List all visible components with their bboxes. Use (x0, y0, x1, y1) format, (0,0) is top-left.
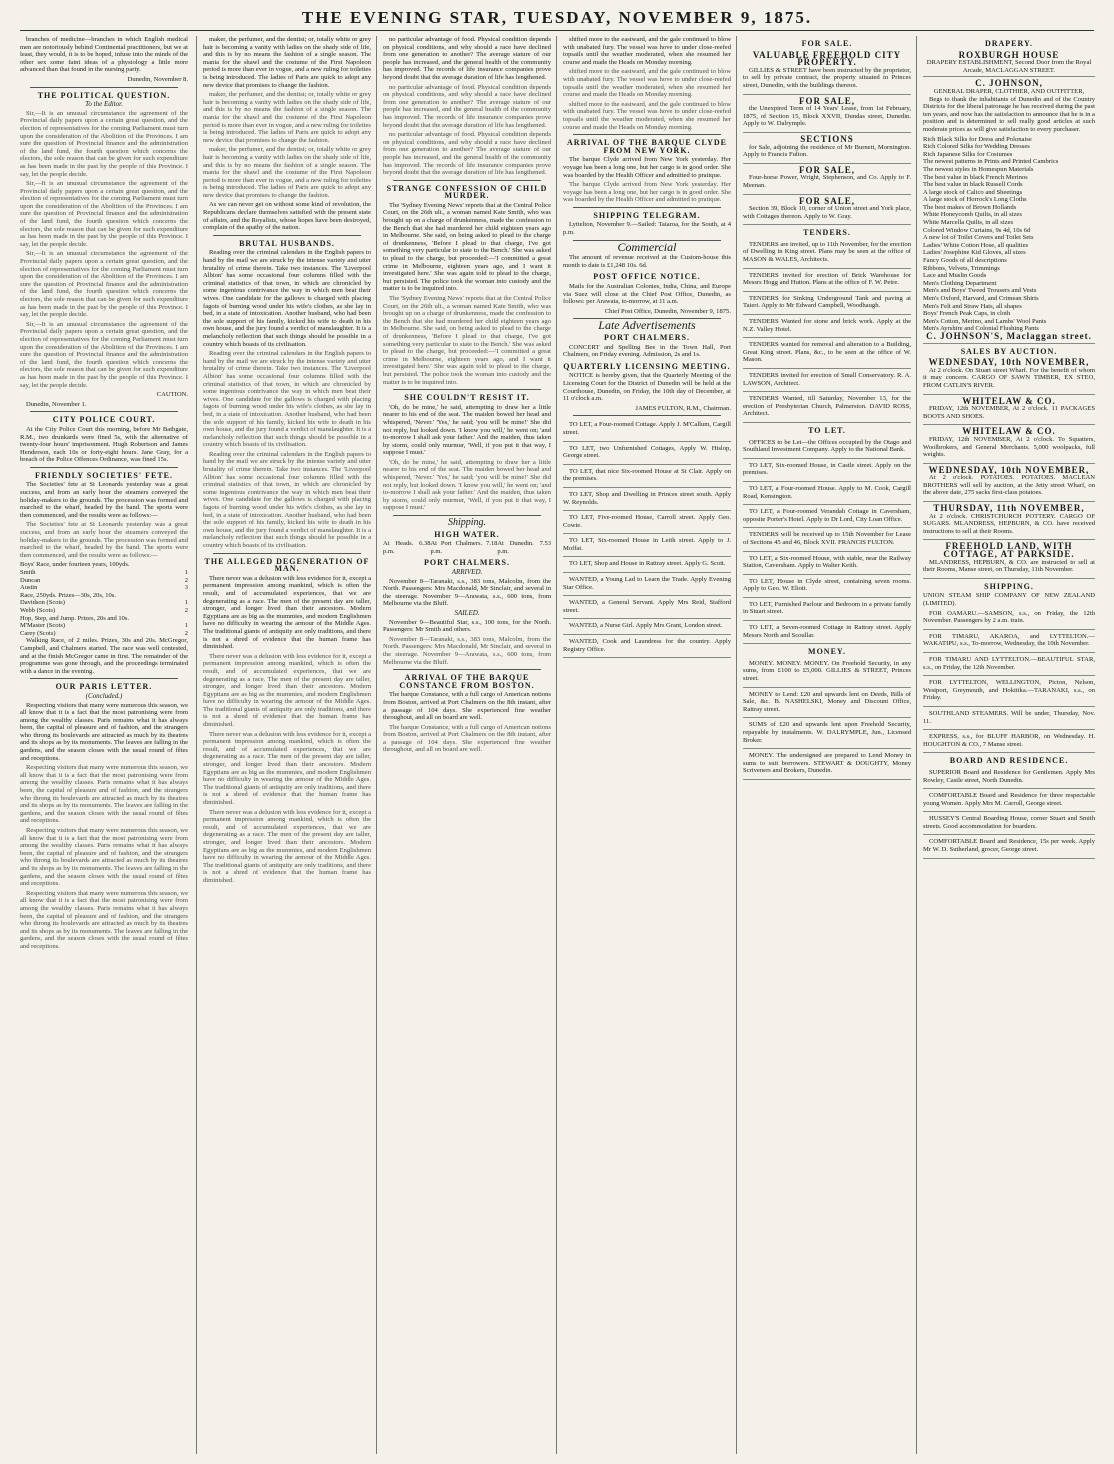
list-item: The best makes of Brown Hollands (923, 203, 1017, 211)
to-let-ad (743, 460, 911, 482)
money-ad-text: MONEY. MONEY. MONEY. On Freehold Security, in any sums, from £100 to £5,000. GILLIES & STREET, Princes street. (743, 659, 911, 683)
headline-money: MONEY. (808, 647, 846, 657)
headline-highwater: HIGH WATER. (434, 529, 500, 539)
wanted-ad-text: WANTED, Cook and Laundress for the country. Apply Registry Office. (563, 638, 731, 653)
table-row (20, 592, 188, 600)
list-item: Rich Black Silks for Dress and Polonaise (923, 135, 1032, 143)
shipping-ad (923, 654, 1095, 676)
to-let-ad-text: TO LET, House in Clyde street, containing seven rooms. Apply to Geo. W. Eliott. (743, 577, 911, 593)
ad-body: FOR LYTTELTON, WELLINGTON, Picton, Nelson, Westport, Greymouth, and Hokitika.—TARANAKI, s.s., on Friday. (923, 679, 1095, 702)
headline-port-chalmers: PORT CHALMERS. (603, 333, 691, 342)
article-continuation: no particular advantage of food. Physical condition depends on physical conditions, and why should a race have declined from one generation to another? The average stature of our people has increased, and the general health of the community has improved. The records of life insurance companies prove beyond doubt that the average duration of life has lengthened. (383, 36, 551, 81)
to-let-ad-text: TENDERS will be received up to 15th November for Lease of Sections 45 and 46, Block XVII. FRANCIS FULTON. (743, 531, 911, 546)
auction-ad (923, 396, 1095, 426)
column-5 (736, 36, 911, 1454)
to-let-ad-text: TO LET, that nice Six-roomed House at St Clair. Apply on the premises. (563, 467, 731, 483)
ad-body: CONCERT and Spelling Bee in the Town Hall, Port Chalmers, on Friday evening. Admission, 2s and 1s. (563, 343, 731, 359)
to-let-ad (743, 437, 911, 459)
ad-head: SECTIONS (800, 133, 854, 144)
ad-body: Four-horse Power, Wright, Stephenson, and Co. Apply to F. Meenan. (743, 174, 911, 189)
list-item: Ladies' White Cotton Hose, all qualities (923, 241, 1029, 249)
to-let-ad (743, 506, 911, 528)
headline-telegram: SHIPPING TELEGRAM. (593, 210, 701, 220)
headline-arrival: ARRIVAL OF THE BARQUE CONSTANCE FROM BOSTON. (399, 673, 535, 690)
headline-to-let: TO LET. (808, 425, 846, 435)
tender-ad-text: TENDERS Wanted, till Saturday, November 13, for the erection of Presbyterian Church, Palmerston. DAVID ROSS, Architect. (743, 395, 911, 418)
divider (30, 87, 178, 88)
to-let-ad (743, 622, 911, 644)
to-let-ad (743, 483, 911, 505)
late-ads-heading: Late Advertisements (598, 318, 696, 333)
to-let-ad-text: TO LET, Six-roomed House in Leith street. Apply to J. Moffat. (563, 537, 731, 552)
to-let-ad (743, 553, 911, 575)
article-body: November 8—Taranaki, s.s., 383 tons, Malcolm, from the North. Passengers: Mrs Macdonald, Mr Sinclair, and several in the steerage. November 9—Arawata, s.s., 600 tons, from Melbourne via the Bluff. (383, 635, 551, 666)
article-body: 'Oh, do be mine,' he said, attempting to draw her a little nearer to his end of the seat. The maiden bowed her head and whispered, 'Never.' 'Yes,' he said; 'you will be mine!' She did not reply, but looked down. 'I know you will,' he went on; 'and to-morrow I shall ask your father.' And the maiden, thus taken by storm, could only murmur, 'Well, if you put it that way, I suppose I must.' (383, 403, 551, 457)
board-ad (923, 836, 1095, 858)
article-body: There never was a delusion with less evidence for it, except a permanent impression among mankind, which is often the result, and of accumulated experiences, that we are degenerating as a race. The men of the present day are taller, stronger, and longer lived than their ancestors. Modern Egyptians are as big as the mummies, and modern Englishmen have no difficulty in wearing the armour of the Middle Ages. The traditional giants of antiquity are only traditions, and there is not a shred of evidence that the human frame has diminished. (203, 730, 371, 806)
ad-sub: GENERAL DRAPER, CLOTHIER, AND OUTFITTER, (933, 87, 1085, 95)
dateline: Dunedin, November 8. (127, 75, 188, 83)
subhead: (Concluded.) (85, 691, 123, 700)
race-place: 1 (184, 569, 188, 576)
headline-postoffice: POST OFFICE NOTICE. (593, 272, 701, 282)
signoff: JAMES FULTON, R.M., Chairman. (635, 404, 731, 412)
shipping-ad (923, 631, 1095, 653)
article-body: Sir,—It is an unusual circumstance the agreement of the Provincial daily papers upon a certain great question, and the election of representatives for the coming Parliament must turn upon the consideration of the Abolition of the Provinces. I am sure the question of Provincial finance and the administration of the land fund, the fourth question which concerns the electors, the sole reason that can be given for such expenditure as has been made in the past by the people of this Province. I say, let the people decide. (20, 180, 188, 248)
ad-head: WHITELAW & CO. (962, 426, 1056, 437)
shipping-heading: Shipping. (447, 517, 487, 529)
headline-port: PORT CHALMERS. (423, 558, 511, 568)
race-place (183, 592, 188, 600)
to-let-ad-text: TO LET, Six-roomed House, in Castle street. Apply on the premises. (743, 461, 911, 477)
tide-dunedin: At Dunedin. 7.53 p.m. (497, 540, 551, 555)
to-let-list (563, 419, 731, 573)
wanted-ad (563, 574, 731, 596)
tender-ad (743, 270, 911, 292)
money-ad-text: MONEY to Lend: £20 and upwards lent on Deeds, Bills of Sale, &c. B. NASHELSKI, Money and Discount Office, Rattray street. (743, 690, 911, 713)
ad-body: MLANDRESS, HEPBURN, & CO. are instructed to sell at their Rooms, Manse street, on Thursday, 11th November. (923, 558, 1095, 574)
subhead-arrived: ARRIVED. (451, 568, 483, 576)
list-item: Men's Oxford, Harvard, and Crimean Shirts (923, 295, 1039, 302)
for-sale-list (743, 50, 911, 226)
shipping-ad (923, 708, 1095, 730)
to-let-ad (743, 576, 911, 598)
list-item: A large stock of Horrock's Long Cloths (923, 196, 1027, 204)
ad-sub: DRAPERY ESTABLISHMENT, Second Door from the Royal Arcade, MACLAGGAN STREET. (926, 59, 1092, 74)
ad-body: COMFORTABLE Board and Residence for three respectable young Women. Apply Mrs M. Carroll, George street. (923, 792, 1095, 807)
ad-body: FOR OAMARU.—SAMSON, s.s., on Friday, the 12th November. Passengers by 2 a.m. train. (923, 609, 1095, 625)
auction-ad (923, 541, 1095, 578)
article-body: Lyttelton, November 9.—Sailed: Taiaroa, for the South, at 4 p.m. (563, 221, 731, 237)
headline-for-sale: FOR SALE. (801, 39, 853, 48)
ad-body: GILLIES & STREET have been instructed by the proprietor, to sell by private contract, the property situated in Princes street, Dunedin, with the buildings thereon. (743, 66, 911, 89)
race-place (183, 561, 188, 569)
article-body: At the City Police Court this morning, before Mr Bathgate, R.M., two drunkards were fined 5s, with the alternative of twenty-four hours' imprisonment. Hugh Robertson and James Henderson, each 10s or forty-eight hours. Jane Gray, for a breach of the Police Offences Ordinance, was fined 15s. (20, 425, 188, 464)
dateline: Dunedin, November 1. (26, 400, 87, 408)
race-place: 1 (184, 622, 188, 630)
list-item: White Honeycomb Quilts, in all sizes (923, 211, 1022, 219)
wanted-ad (563, 620, 731, 635)
column-3 (376, 36, 551, 1454)
race-results-table (20, 561, 188, 637)
to-let-ad-text: TO LET, a Seven-roomed Cottage in Rattray street. Apply Messrs North and Scoullar. (743, 624, 911, 639)
divider (30, 678, 178, 679)
headline-fete: FRIENDLY SOCIETIES' FETE. (35, 470, 173, 480)
ad-head: WEDNESDAY, 10th NOVEMBER, (928, 357, 1090, 368)
headline-board: BOARD AND RESIDENCE. (949, 756, 1069, 766)
divider (213, 553, 361, 554)
list-item: Colored Window Curtains, 9s 4d, 10s 6d (923, 226, 1031, 234)
list-item: The newest styles in Homespun Materials (923, 165, 1034, 173)
list-item: The newest patterns in Prints and Printed Cambrics (923, 158, 1059, 166)
race-place: 2 (184, 576, 188, 584)
article-body: The 'Sydney Evening News' reports that at the Central Police Court, on the 26th ult., a woman named Kate Smith, who was brought up on a charge of drunkenness, made the confession to the Bench that she had murdered her child eighteen years ago in Melbourne. She said, on being asked to plead to the charge of drunkenness, 'Before I plead to that charge, I've got something very particular to state to the Bench.' She was asked to plead to the charge, but proceeded:—'I committed a great crime in Melbourne, eighteen years ago, and I want it investigated here.' She was again told to plead to the charge, but persisted. The police took the woman into custody and the matter is to be inquired into. (383, 295, 551, 386)
race-entry: Davidson (Scots) (20, 599, 65, 607)
ad-body: FRIDAY, 12th NOVEMBER, At 2 o'clock. To Squatters, Woolbrokers, and General Merchants. 5,000 woolpacks, full weights. (923, 435, 1095, 459)
article-body: no particular advantage of food. Physical condition depends on physical conditions, and why should a race have declined from one generation to another? The average stature of our people has increased, and the general health of the community has improved. The records of life insurance companies prove beyond doubt that the average duration of life has lengthened. (383, 131, 551, 177)
headline-police: CITY POLICE COURT. (52, 415, 156, 425)
ad-head: VALUABLE FREEHOLD CITY PROPERTY. (752, 49, 902, 68)
article-body: Respecting visitors that many were numerous this season, we all know that it is a fact that the most patronising were from among the wealthy classes. Paris remains what it has always been, the capital of pleasure and of fashion, and the strangers who throng its boulevards are attracted as much by its theatres and its shops as by its monuments. The leaves are falling in the gardens, and the season closes with the usual round of fêtes and receptions. (20, 889, 188, 950)
divider (393, 669, 541, 670)
table-row (20, 615, 188, 623)
headline-drapery: DRAPERY. (984, 39, 1034, 48)
race-entry: Webb (Scots) (20, 606, 56, 614)
sale-ad (743, 165, 911, 195)
list-item: Men's Felt and Straw Hats, all shapes (923, 302, 1022, 310)
list-item: Boys' French Peak Caps, in cloth (923, 310, 1011, 318)
ad-body: At 2 o'clock. On Stuart street Wharf. For the benefit of whom it may concern. CARGO OF SAWN TIMBER, EX STEO, FROM CATLIN'S RIVER. (923, 366, 1095, 389)
ad-body: the Unexpired Term of 14 Years' Lease, from 1st February, 1875, of Section 15, Block XXVII, Dundas street, Dunedin. Apply to W. Dalrymple. (743, 105, 911, 128)
tender-ad (743, 370, 911, 392)
table-row (20, 622, 188, 630)
sailings-body: November 9—Beautiful Star, s.s., 100 tons, for the North. Passengers: Mr Smith and others. (383, 618, 551, 634)
list-item: A new lot of Toilet Covers and Toilet Sets (923, 234, 1034, 242)
race-entry: Boys' Race, under fourteen years, 100yds. (20, 561, 130, 569)
wanted-ad-text: WANTED, a Young Lad to Learn the Trade. Apply Evening Star Office. (563, 576, 731, 591)
auction-ad (923, 357, 1095, 394)
table-row (20, 630, 188, 638)
ad-head: THURSDAY, 11th NOVEMBER, (933, 503, 1085, 514)
article-body: Mails for the Australian Colonies, India, China, and Europe via Suez will close at the Chief Post Office, Dunedin, as follows: per Arawata, to-morrow, at 11 a.m. (563, 283, 731, 306)
arrivals-body: November 8—Taranaki, s.s., 383 tons, Malcolm, from the North. Passengers: Mrs Macdonald, Mr Sinclair, and several in the steerage. November 9—Arawata, s.s., 600 tons, from Melbourne via the Bluff. (383, 577, 551, 608)
headline-strange: STRANGE CONFESSION OF CHILD MURDER. (386, 183, 548, 201)
headline-political: THE POLITICAL QUESTION. (37, 90, 171, 100)
ad-body: Section 39, Block 10, corner of Union street and York place, with Cottages thereon. Apply to W. Gray. (743, 205, 911, 220)
article-body: The amount of revenue received at the Custom-house this month to date is £1,248 10s. 6d. (563, 254, 731, 269)
wanted-ad-text: WANTED, a General Servant. Apply Mrs Reid, Stafford street. (563, 599, 731, 614)
ad-body: FOR TIMARU AND LYTTELTON.—BEAUTIFUL STAR, s.s., on Friday, the 12th November. (923, 655, 1095, 671)
tender-ad (743, 293, 911, 315)
ad-head: FOR SALE, (798, 164, 855, 175)
list-item: Lace and Muslin Goods (923, 272, 987, 280)
ad-body: At 2 o'clock. CHRISTCHURCH POTTERY. CARGO OF SUGARS. MLANDRESS, HEPBURN, & CO. have received instructions to sell at their Rooms. (923, 512, 1095, 535)
auction-ad (923, 465, 1095, 502)
ad-body: SOUTHLAND STEAMERS. Will be under, Thursday, Nov. 11. (923, 709, 1095, 725)
list-item: The best value in black French Merinos (923, 173, 1028, 181)
article-body: maker, the perfumer, and the dentist; or, totally white or grey hair is becoming a vanity with ladies on the shady side of life, and this is by no means the fashion of a single season. The mania for the shawl and the costume of the First Napoleon period is more than ever in vogue, and a new ruling for toilettes is being introduced. The ladies of Paris are quick to adopt any new device that promises to change the fashion. (203, 91, 371, 144)
to-let-ad (563, 535, 731, 557)
ad-head: FOR SALE, (798, 95, 855, 106)
board-ad (923, 790, 1095, 812)
wanted-ad (563, 636, 731, 658)
divider (573, 134, 721, 135)
wanted-list (563, 574, 731, 658)
divider (393, 389, 541, 390)
table-row (20, 599, 188, 607)
to-let-ad (563, 489, 731, 511)
sale-ad (743, 196, 911, 226)
race-place: 2 (184, 629, 188, 637)
table-row (20, 584, 188, 592)
article-body: Sir,—It is an unusual circumstance the agreement of the Provincial daily papers upon a certain great question, and the election of representatives for the coming Parliament must turn upon the consideration of the Abolition of the Provinces. I am sure the question of Provincial finance and the administration of the land fund, the fourth question which concerns the electors, the sole reason that can be given for such expenditure as has been made in the past by the people of this Province. I say, let the people decide. (20, 320, 188, 389)
to-let-ad-text: OFFICES to be Let—the Offices occupied by the Otago and Southland Investment Company. Apply to the National Bank. (743, 438, 911, 454)
article-body: The barque Clyde arrived from New York yesterday. Her voyage has been a long one, but her cargo is in good order. She was boarded by the Health Officer and admitted to pratique. (563, 181, 731, 204)
headline-shipping: SHIPPING. (984, 581, 1034, 591)
tide-heads: At Heads. 6.38 p.m. (383, 540, 431, 555)
tender-ad-text: TENDERS for Sinking Underground Tank and paving at Taieri. Apply to Mr Edward Campbell, Woodhaugh. (743, 294, 911, 310)
tide-port-chalmers: At Port Chalmers. 7.18 p.m. (430, 540, 498, 555)
divider (30, 411, 178, 412)
race-place: 3 (184, 584, 188, 592)
article-body: shifted more to the eastward, and the gale continued to blow with unabated fury. The vessel was hove to under close-reefed topsails until the weather moderated, when she resumed her course and made the Heads on Monday morning. (563, 68, 731, 99)
list-item: Ladies' Josephine Kid Gloves, all sizes (923, 249, 1026, 257)
tender-ad-text: TENDERS invited for erection of Small Conservatory. R. A. LAWSON, Architect. (743, 372, 911, 387)
ad-head: ROXBURGH HOUSE (958, 49, 1060, 60)
list-item: Fancy Goods of all descriptions (923, 257, 1007, 265)
signoff: CAUTION. (156, 391, 188, 399)
money-ad (743, 719, 911, 749)
article-continuation: maker, the perfumer, and the dentist; or, totally white or grey hair is becoming a vanity with ladies on the shady side of life, and this is by no means the fashion of a single season. The mania for the shawl and the costume of the First Napoleon period is more than ever in vogue, and a new ruling for toilettes is being introduced. The ladies of Paris are quick to adopt any new device that promises to change the fashion. (203, 36, 371, 89)
newspaper-title: THE EVENING STAR, TUESDAY, NOVEMBER 9, 1875. (301, 8, 813, 27)
race-entry: M'Master (Scots) (20, 622, 66, 630)
article-body: 'Oh, do be mine,' he said, attempting to draw her a little nearer to his end of the seat. The maiden bowed her head and whispered, 'Never.' 'Yes,' he said; 'you will be mine!' She did not reply, but looked down. 'I know you will,' he went on; 'and to-morrow I shall ask your father.' And the maiden, thus taken by storm, could only murmur, 'Well, if you put it that way, I suppose I must.' (383, 458, 551, 512)
ad-body: COMFORTABLE Board and Residence, 15s per week. Apply Mr W. D. Sutherland, grocer, George street. (923, 838, 1095, 854)
to-let-ad-text: TO LET, Shop and Dwelling in Princes street south. Apply W. Reynolds. (563, 490, 731, 506)
ad-body: SUPERIOR Board and Residence for Gentlemen. Apply Mrs Rowley, Castle street, North Dunedin. (923, 768, 1095, 784)
tender-ad (743, 239, 911, 269)
tide-table (383, 540, 551, 555)
race-entry: Duncan (20, 576, 41, 584)
to-let-ad (743, 529, 911, 551)
table-row (20, 577, 188, 585)
to-let-ad-text: TO LET, Furnished Parlour and Bedroom in a private family in Stuart street. (743, 600, 911, 616)
divider (393, 515, 541, 516)
list-item: Men's and Boys' Tweed Trousers and Vests (923, 287, 1037, 295)
board-ad (923, 813, 1095, 835)
sale-ad (743, 96, 911, 133)
article-body: shifted more to the eastward, and the gale continued to blow with unabated fury. The vessel was hove to under close-reefed topsails until the weather moderated, when she resumed her course and made the Heads on Monday morning. (563, 100, 731, 131)
race-entry: Carey (Scots) (20, 629, 56, 637)
commercial-heading: Commercial (617, 239, 677, 254)
article-body: Walking Race, of 2 miles. Prizes, 30s and 20s. McGregor, Campbell, and Chalmers started. The race was well contested, and at the finish McGregor came in first. The remainder of the programme was gone through, and the proceedings terminated with a dance in the evening. (20, 637, 188, 675)
article-continuation: shifted more to the eastward, and the gale continued to blow with unabated fury. The vessel was hove to under close-reefed topsails until the weather moderated, when she resumed her course and made the Heads on Monday morning. (563, 36, 731, 66)
tender-ad-text: TENDERS invited for erection of Brick Warehouse for Messrs Hogg and Hutton. Plans at the office of F. W. Petre. (743, 271, 911, 287)
article-body: The barque Constance, with a full cargo of American notions from Boston, arrived at Port Chalmers on the 8th instant, after a passage of 104 days. She experienced fine weather throughout, and all on board are well. (383, 723, 551, 754)
shipping-company: UNION STEAM SHIP COMPANY OF NEW ZEALAND (LIMITED). (923, 592, 1095, 607)
list-item: Rich Japanese Silks for Costumes (923, 150, 1013, 158)
headline-tenders: TENDERS. (803, 228, 851, 238)
money-ad (743, 689, 911, 719)
divider (573, 415, 721, 416)
divider (393, 180, 541, 181)
sale-ad (743, 50, 911, 95)
to-let-ad-text: TO LET, a Four-roomed House. Apply to M. Cook, Cargill Road, Kensington. (743, 484, 911, 500)
money-ad (743, 658, 911, 688)
ad-head: WEDNESDAY, 10th NOVEMBER, (928, 464, 1090, 475)
headline-brutal: BRUTAL HUSBANDS. (239, 238, 335, 248)
list-item: A large stock of Calico and Sheetings (923, 188, 1023, 196)
article-body: no particular advantage of food. Physical condition depends on physical conditions, and why should a race have declined from one generation to another? The average stature of our people has increased, and the general health of the community has improved. The records of life insurance companies prove beyond doubt that the average duration of life has lengthened. (383, 83, 551, 129)
race-place: 2 (184, 606, 188, 614)
race-place (183, 615, 188, 623)
money-ad-text: MONEY. The undersigned are prepared to Lend Money in sums to suit borrowers. STEWART & DOUGHTY, Money Scriveners and Brokers, Dunedin. (743, 752, 911, 775)
list-item: The best value in black Russell Cords (923, 181, 1023, 189)
ad-body: FOR TIMARU, AKAROA, and LYTTELTON.—WAKATIPU, s.s., To-morrow, Wednesday, the 10th November. (923, 632, 1095, 648)
shipping-ad (923, 731, 1095, 753)
tender-ad-text: TENDERS are invited, up to 11th November, for the erection of Dwelling in King street. Plans may be seen at the office of MASON & WALES, Architects. (743, 240, 911, 264)
ad-body: for Sale, adjoining the residence of Mr Burnett, Mornington. Apply to Francis Fulton. (743, 143, 911, 159)
to-let-ad-text: TO LET, Five-roomed House, Carroll street. Apply Geo. Cowie. (563, 514, 731, 529)
headline-paris: OUR PARIS LETTER. (55, 682, 153, 692)
article-body: The barque Clyde arrived from New York yesterday. Her voyage has been a long one, but her cargo is in good order. She was boarded by the Health Officer and admitted to pratique. (563, 156, 731, 179)
headline-licensing: QUARTERLY LICENSING MEETING. (563, 361, 731, 371)
subhead-sailed: SAILED. (454, 608, 480, 617)
article-body: The 'Sydney Evening News' reports that at the Central Police Court, on the 26th ult., a woman named Kate Smith, who was brought up on a charge of drunkenness, made the confession to the Bench that she had murdered her child eighteen years ago in Melbourne. She said, on being asked to plead to the charge of drunkenness, 'Before I plead to that charge, I've got something very particular to state to the Bench.' She was asked to plead to the charge, but proceeded:—'I committed a great crime in Melbourne, eighteen years ago, and I want it investigated here.' She was again told to plead to the charge, but persisted. The police took the woman into custody and the matter is to be inquired into. (383, 201, 551, 293)
subhead: To the Editor. (85, 100, 123, 109)
board-ad (923, 767, 1095, 789)
ad-head: C. JOHNSON, (975, 78, 1043, 89)
article-body: Sir,—It is an unusual circumstance the agreement of the Provincial daily papers upon a certain great question, and the election of representatives for the coming Parliament must turn upon the consideration of the Abolition of the Provinces. I am sure the question of Provincial finance and the administration of the land fund, the fourth question which concerns the electors, the sole reason that can be given for such expenditure as has been made in the past by the people of this Province. I say, let the people decide. (20, 250, 188, 319)
article-body: Reading over the criminal calendars in the English papers to hand by the mail we are struck by the intense variety and utter brutality of crime therein. Take two instances. The 'Liverpool Albion' has some occasional four columns filled with the criminal statistics of that town, in which are chronicled by some ingenious contrivance the way in which men beat their wives. One candidate for the gallows is charged with placing fagots of burning wood under his wife's clothes, as she lay in bed, in a state of intoxication. Another husband, who had been the sole support of his family, kicked his wife to death in his own house, and the jury found a verdict of manslaughter. It is a melancholy reflection that such things should be possible in a country which boasts of its civilisation. (203, 450, 371, 549)
column-4 (556, 36, 731, 1454)
race-entry: Smith (20, 569, 36, 576)
to-let-ad (563, 419, 731, 441)
ad-body: NOTICE is hereby given, that the Quarterly Meeting of the Licensing Court for the District of Dunedin will be held at the Courthouse, Dunedin, on Friday, the 10th day of December, at 11 o'clock a.m. (563, 372, 731, 403)
tenders-list (743, 239, 911, 423)
tender-ad (743, 339, 911, 369)
wanted-ad (563, 597, 731, 619)
to-let-ad-text: TO LET, a Four-roomed Cottage. Apply J. M'Callum, Cargill street. (563, 421, 731, 436)
to-let-ad-text: TO LET, two Unfurnished Cottages, Apply W. Hislop, George street. (563, 444, 731, 460)
race-entry: Race, 250yds. Prizes—30s, 20s, 10s. (20, 591, 116, 599)
column-2 (196, 36, 371, 1454)
signoff: Chief Post Office, Dunedin, November 9, 1875. (604, 307, 731, 315)
article-body: There never was a delusion with less evidence for it, except a permanent impression among mankind, which is often the result, and of accumulated experiences, that we are degenerating as a race. The men of the present day are taller, stronger, and longer lived than their ancestors. Modern Egyptians are as big as the mummies, and modern Englishmen have no difficulty in wearing the armour of the Middle Ages. The traditional giants of antiquity are only traditions, and there is not a shred of evidence that the human frame has diminished. (203, 574, 371, 651)
table-row (20, 607, 188, 615)
article-body: Reading over the criminal calendars in the English papers to hand by the mail we are struck by the intense variety and utter brutality of crime therein. Take two instances. The 'Liverpool Albion' has some occasional four columns filled with the criminal statistics of that town, in which are chronicled by some ingenious contrivance the way in which men beat their wives. One candidate for the gallows is charged with placing fagots of burning wood under his wife's clothes, as she lay in bed, in a state of intoxication. Another husband, who had been the sole support of his family, kicked his wife to death in his own house, and the jury found a verdict of manslaughter. It is a melancholy reflection that such things should be possible in a country which boasts of its civilisation. (203, 350, 371, 449)
race-entry: Hop, Step, and Jump. Prizes, 20s and 10s. (20, 614, 130, 622)
article-body: There never was a delusion with less evidence for it, except a permanent impression among mankind, which is often the result, and of accumulated experiences, that we are degenerating as a race. The men of the present day are taller, stronger, and longer lived than their ancestors. Modern Egyptians are as big as the mummies, and modern Englishmen have no difficulty in wearing the armour of the Middle Ages. The traditional giants of antiquity are only traditions, and there is not a shred of evidence that the human frame has diminished. (203, 652, 371, 729)
race-entry: Austin (20, 584, 38, 592)
ad-body: FRIDAY, 12th NOVEMBER, At 2 o'clock. 11 PACKAGES BOOTS AND SHOES. (923, 405, 1095, 420)
table-row (20, 569, 188, 577)
ad-body: At 2 o'clock. POTATOES. POTATOES. MACLEAN BROTHERS will sell by auction, at the Jetty street Wharf, on the above date, 275 sacks first-class potatoes. (923, 474, 1095, 497)
money-ad-text: SUMS of £20 and upwards lent upon Freehold Security, repayable by instalments. W. DALRYMPLE, Jun., Licensed Broker. (743, 721, 911, 744)
list-item: White Marcella Quilts, in all sizes (923, 219, 1014, 227)
list-item: Men's Ayrshire and Colonial Flushing Pants (923, 325, 1039, 333)
divider (213, 235, 361, 236)
ad-roxburgh (923, 50, 1095, 78)
article-body: There never was a delusion with less evidence for it, except a permanent impression among mankind, which is often the result, and of accumulated experiences, that we are degenerating as a race. The men of the present day are taller, stronger, and longer lived than their ancestors. Modern Egyptians are as big as the mummies, and modern Englishmen have no difficulty in wearing the armour of the Middle Ages. The traditional giants of antiquity are only traditions, and there is not a shred of evidence that the human frame has diminished. (203, 808, 371, 884)
to-let-list (743, 437, 911, 645)
money-ad (743, 750, 911, 780)
list-item: Men's Clothing Department (923, 279, 997, 287)
ad-johnson (923, 78, 1095, 343)
article-body: Respecting visitors that many were numerous this season, we all know that it is a fact that the most patronising were from among the wealthy classes. Paris remains what it has always been, the capital of pleasure and of fashion, and the strangers who throng its boulevards are attracted as much by its theatres and its shops as by its monuments. The leaves are falling in the gardens, and the season closes with the usual round of fêtes and receptions. (20, 764, 188, 825)
wanted-ad-text: WANTED, a Nurse Girl. Apply Mrs Grant, London street. (569, 622, 723, 630)
ad-head: WHITELAW & CO. (962, 395, 1056, 406)
to-let-ad (563, 443, 731, 465)
money-list (743, 658, 911, 780)
to-let-ad (563, 466, 731, 488)
auction-ad (923, 503, 1095, 540)
ad-body: Begs to thank the inhabitants of Dunedin and of the Country Districts for the liberal patronage he has received during the past ten years, and now has the satisfaction to announce that he is in a position and is determined to sell really good articles at such moderate prices as will give satisfaction to every purchaser. (923, 95, 1095, 133)
article-body: As we can never get on without some kind of revolution, the Republicans declare themselves satisfied with the present state of affairs, and the Royalists, whose hopes have been destroyed, complain of the apathy of the nation. (203, 201, 371, 232)
stock-list (923, 136, 1095, 333)
headline-alleged: THE ALLEGED DEGENERATION OF MAN. (204, 556, 370, 574)
headline-couldnt: SHE COULDN'T RESIST IT. (404, 393, 530, 403)
article-body: maker, the perfumer, and the dentist; or, totally white or grey hair is becoming a vanity with ladies on the shady side of life, and this is by no means the fashion of a single season. The mania for the shawl and the costume of the First Napoleon period is more than ever in vogue, and a new ruling for toilettes is being introduced. The ladies of Paris are quick to adopt any new device that promises to change the fashion. (203, 146, 371, 199)
tender-ad-text: TENDERS wanted for removal and alteration to a Building, Great King street. Plans, &c., to be seen at the office of W. Mason. (743, 341, 911, 364)
article-body: Sir,—It is an unusual circumstance the agreement of the Provincial daily papers upon a certain great question, and the election of representatives for the coming Parliament must turn upon the consideration of the Abolition of the Provinces. I am sure the question of Provincial finance and the administration of the land fund, the fourth question which concerns the electors, the sole reason that can be given for such expenditure as has been made in the past by the people of this Province. I say, let the people decide. (20, 109, 188, 178)
to-let-ad-text: TO LET, a Six-roomed House, with stable, near the Railway Station, Caversham. Apply to Walter Keith. (743, 554, 911, 570)
article-body: Reading over the criminal calendars in the English papers to hand by the mail we are struck by the intense variety and utter brutality of crime therein. Take two instances. The 'Liverpool Albion' has some occasional four columns filled with the criminal statistics of that town, in which are chronicled by some ingenious contrivance the way in which men beat their wives. One candidate for the gallows is charged with placing fagots of burning wood under his wife's clothes, as she lay in bed, in a state of intoxication. Another husband, who had been the sole support of his family, kicked his wife to death in his own house, and the jury found a verdict of manslaughter. It is a melancholy reflection that such things should be possible in a country which boasts of its civilisation. (203, 249, 371, 348)
headline-auction: SALES BY AUCTION. (960, 346, 1058, 356)
article-body: The barque Constance, with a full cargo of American notions from Boston, arrived at Port Chalmers on the 8th instant, after a passage of 104 days. She experienced fine weather throughout, and all on board are well. (383, 691, 551, 722)
ad-head: FOR SALE, (798, 195, 855, 206)
masthead (20, 6, 1094, 31)
shipping-ad (923, 677, 1095, 707)
article-body: The Societies' fete at St Leonards yesterday was a great success, and from an early hour the steamers conveyed the holiday-makers to the grounds. The procession was formed and marched to the wharf, headed by the band. The sports were then commenced, and the results were as follows:— (20, 481, 188, 519)
to-let-ad-text: TO LET, Shop and House in Rattray street. Apply G. Scott. (569, 560, 726, 568)
list-item: Rich Colored Silks for Wedding Dresses (923, 143, 1030, 151)
article-body: Respecting visitors that many were numerous this season, we all know that it is a fact that the most patronising were from among the wealthy classes. Paris remains what it has always been, the capital of pleasure and of fashion, and the strangers who throng its boulevards are attracted as much by its theatres and its shops as by its monuments. The leaves are falling in the gardens, and the season closes with the usual round of fêtes and receptions. (20, 701, 188, 762)
divider (30, 467, 178, 468)
table-row (20, 561, 188, 569)
sale-ad (743, 134, 911, 164)
newspaper-columns (20, 36, 1094, 1454)
race-place: 1 (184, 599, 188, 607)
ad-body: HUSSEY'S Central Boarding House, corner Stuart and Smith streets. Good accommodation for boarders. (923, 815, 1095, 830)
list-item: Men's Cotton, Merino, and Lambs' Wool Pants (923, 317, 1047, 325)
column-6 (916, 36, 1095, 1454)
ad-foot: C. JOHNSON'S, Maclaggan street. (926, 330, 1092, 341)
ad-head: FREEHOLD LAND, WITH COTTAGE, AT PARKSIDE. (943, 541, 1075, 560)
tender-ad-text: TENDERS Wanted for stone and brick work. Apply at the N.Z. Valley Hotel. (743, 318, 911, 333)
article-continuation: branches of medicine—branches in which English medical men are notoriously behind Continental practitioners, but we at least, they would, it is to be hoped, infuse into the minds of the other sex some faint ideas of a physiology a little more advanced than that found in the nursing party. (20, 36, 188, 74)
divider (573, 207, 721, 208)
tender-ad (743, 393, 911, 423)
auction-ad (923, 426, 1095, 463)
ad-body: EXPRESS, s.s., for BLUFF HARBOR, on Wednesday. H. HOUGHTON & CO., 7 Manse street. (923, 733, 1095, 748)
to-let-ad-text: TO LET, a Four-roomed Verandah Cottage in Caversham, opposite Porter's Hotel. Apply to Dr Lord, City Loan Office. (743, 508, 911, 523)
to-let-ad (563, 512, 731, 534)
tender-ad (743, 316, 911, 338)
article-body: Respecting visitors that many were numerous this season, we all know that it is a fact that the most patronising were from among the wealthy classes. Paris remains what it has always been, the capital of pleasure and of fashion, and the strangers who throng its boulevards are attracted as much by its theatres and its shops as by its monuments. The leaves are falling in the gardens, and the season closes with the usual round of fêtes and receptions. (20, 827, 188, 888)
to-let-ad (563, 558, 731, 573)
to-let-ad (743, 599, 911, 621)
article-body: The Societies' fete at St Leonards yesterday was a great success, and from an early hour the steamers conveyed the holiday-makers to the grounds. The procession was formed and marched to the wharf, headed by the band. The sports were then commenced, and the results were as follows:— (20, 521, 188, 559)
column-1 (20, 36, 188, 1454)
headline-arrival-clyde: ARRIVAL OF THE BARQUE CLYDE FROM NEW YORK. (567, 138, 727, 155)
list-item: Ribbons, Velvets, Trimmings (923, 264, 1000, 272)
shipping-ad (923, 608, 1095, 630)
